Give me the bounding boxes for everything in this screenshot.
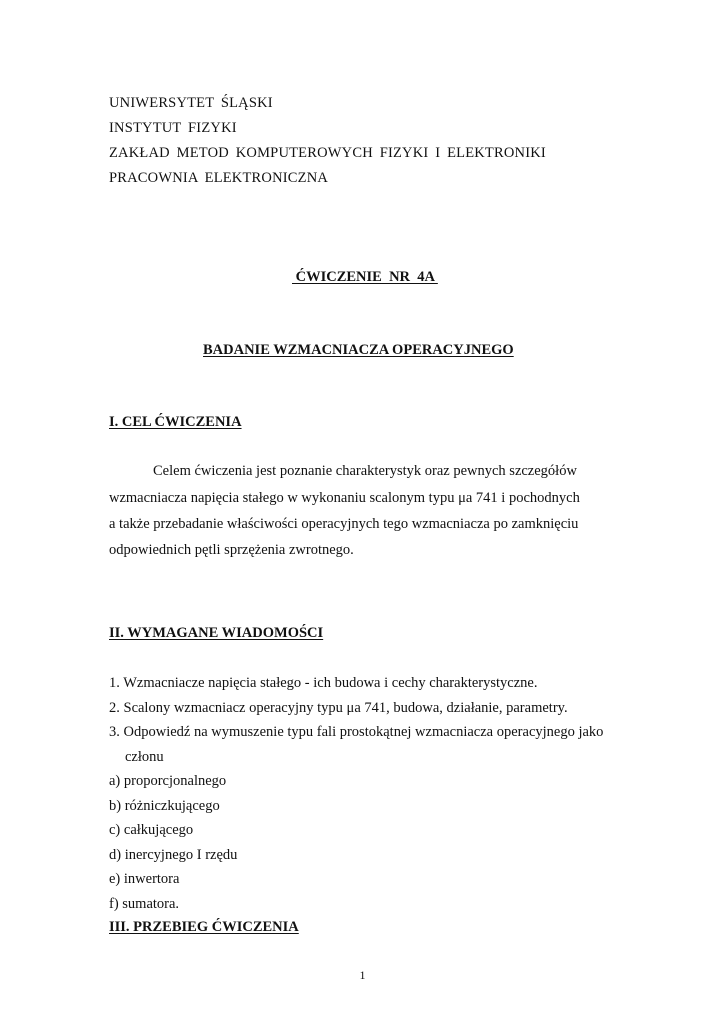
header-university: UNIWERSYTET ŚLĄSKI (109, 95, 273, 111)
section-procedure-heading: III. PRZEBIEG ĆWICZENIA (109, 919, 299, 935)
requirement-subitem: c) całkującego (109, 822, 194, 838)
requirement-subitem: d) inercyjnego I rzędu (109, 847, 238, 863)
subject-title: BADANIE WZMACNIACZA OPERACYJNEGO (203, 342, 514, 358)
goal-line-1: Celem ćwiczenia jest poznanie charakterystyk oraz pewnych szczegółów (153, 463, 577, 479)
requirement-item: 2. Scalony wzmacniacz operacyjny typu μa 741, budowa, działanie, parametry. (109, 700, 568, 716)
header-department: ZAKŁAD METOD KOMPUTEROWYCH FIZYKI I ELEKTRONIKI (109, 145, 546, 161)
section-goal-heading: I. CEL ĆWICZENIA (109, 414, 242, 430)
header-institute: INSTYTUT FIZYKI (109, 120, 237, 136)
exercise-title: ĆWICZENIE NR 4A (292, 269, 438, 285)
page-number: 1 (359, 968, 366, 982)
requirement-subitem: a) proporcjonalnego (109, 773, 227, 789)
goal-line-3: a także przebadanie właściwości operacyjnych tego wzmacniacza po zamknięciu (109, 516, 579, 532)
requirement-item: 3. Odpowiedź na wymuszenie typu fali prostokątnej wzmacniacza operacyjnego jako (109, 724, 604, 740)
header-lab: PRACOWNIA ELEKTRONICZNA (109, 170, 329, 186)
section-requirements-heading: II. WYMAGANE WIADOMOŚCI (109, 625, 324, 641)
goal-line-2: wzmacniacza napięcia stałego w wykonaniu scalonym typu μa 741 i pochodnych (109, 490, 580, 506)
requirement-subitem: e) inwertora (109, 871, 180, 887)
goal-line-4: odpowiednich pętli sprzężenia zwrotnego. (109, 542, 354, 558)
requirement-item: 1. Wzmacniacze napięcia stałego - ich budowa i cechy charakterystyczne. (109, 675, 538, 691)
requirement-subitem: b) różniczkującego (109, 798, 220, 814)
requirement-item-continuation: członu (125, 749, 164, 765)
requirement-subitem: f) sumatora. (109, 896, 180, 912)
